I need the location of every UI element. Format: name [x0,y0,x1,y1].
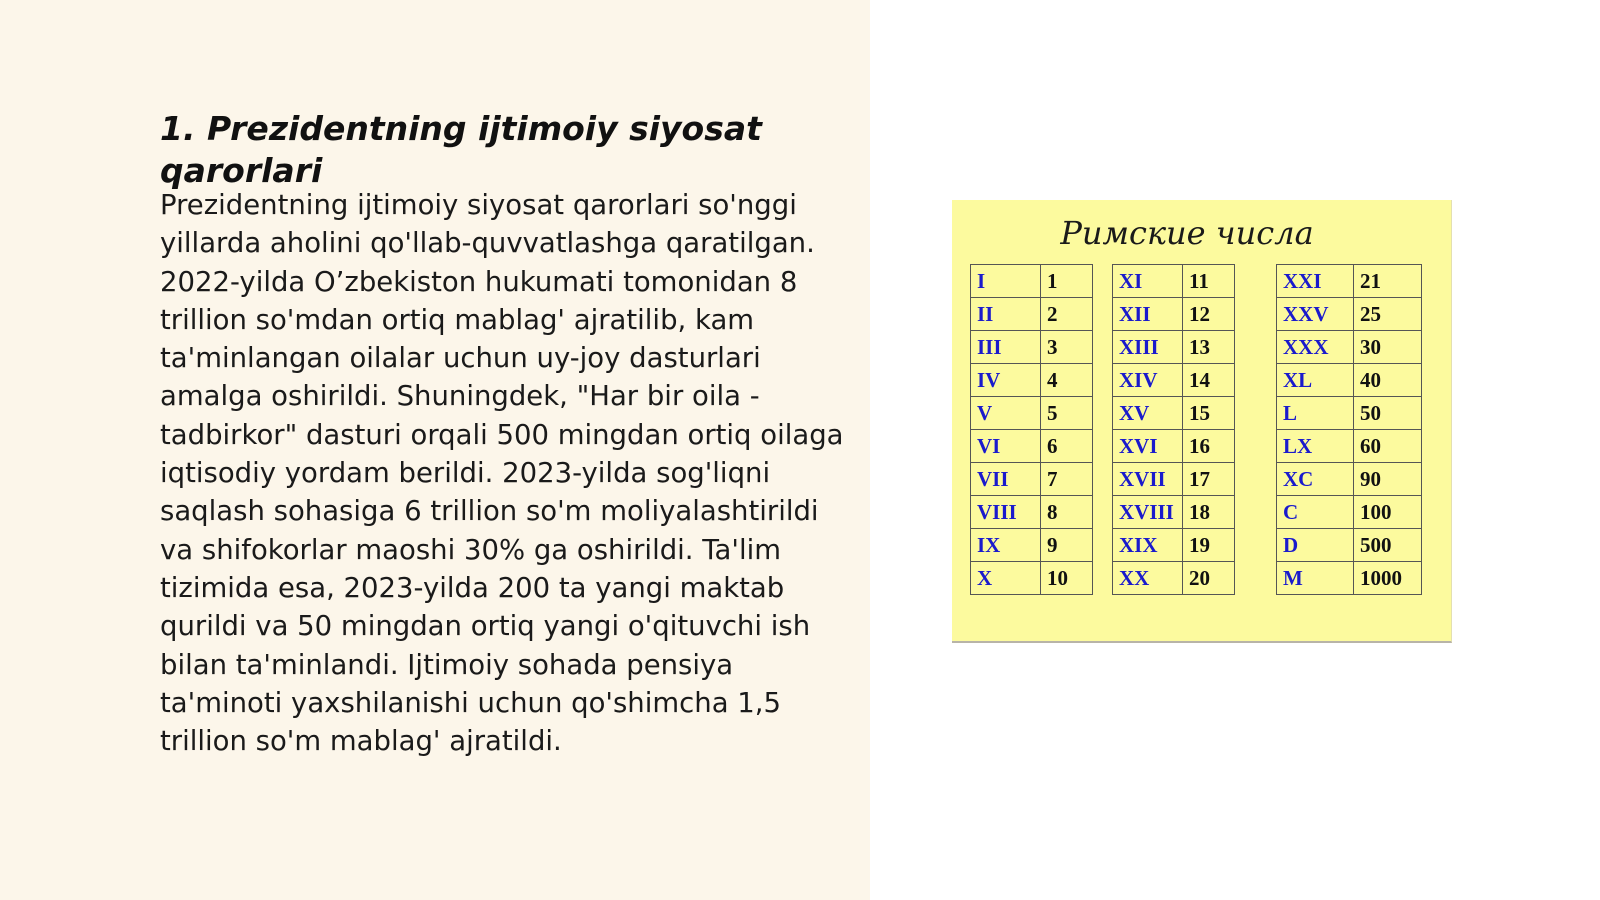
arabic-number-cell: 20 [1183,562,1235,595]
table-row [1277,463,1422,496]
slide-title: 1. Prezidentning ijtimoiy siyosat qarorlari [160,109,762,190]
arabic-number-cell: 1 [1041,265,1093,298]
roman-numeral-cell: I [971,265,1041,298]
roman-numerals-figure [952,200,1452,643]
arabic-number-cell: 3 [1041,331,1093,364]
arabic-number-cell: 5 [1041,397,1093,430]
arabic-number-cell: 9 [1041,529,1093,562]
table-row [1113,364,1235,397]
arabic-number-cell: 25 [1354,298,1422,331]
arabic-number-cell: 19 [1183,529,1235,562]
roman-numeral-cell: X [971,562,1041,595]
roman-numeral-cell: XL [1277,364,1354,397]
roman-numeral-cell: M [1277,562,1354,595]
table-row [971,265,1093,298]
arabic-number-cell: 60 [1354,430,1422,463]
roman-numeral-cell: XVI [1113,430,1183,463]
roman-numeral-cell: XC [1277,463,1354,496]
roman-numeral-cell: IX [971,529,1041,562]
table-row [971,397,1093,430]
roman-numeral-cell: VI [971,430,1041,463]
roman-numeral-cell: III [971,331,1041,364]
table-row [1113,331,1235,364]
arabic-number-cell: 500 [1354,529,1422,562]
roman-numeral-cell: XVII [1113,463,1183,496]
table-row [971,331,1093,364]
table-row [1113,463,1235,496]
arabic-number-cell: 21 [1354,265,1422,298]
roman-numeral-cell: XXV [1277,298,1354,331]
roman-numeral-cell: C [1277,496,1354,529]
roman-numeral-cell: V [971,397,1041,430]
arabic-number-cell: 11 [1183,265,1235,298]
table-row [971,529,1093,562]
table-row [1113,265,1235,298]
table-row [971,562,1093,595]
arabic-number-cell: 14 [1183,364,1235,397]
table-row [1277,430,1422,463]
roman-table-21-1000 [1276,264,1422,595]
table-row [1113,562,1235,595]
arabic-number-cell: 30 [1354,331,1422,364]
roman-numeral-cell: VIII [971,496,1041,529]
arabic-number-cell: 90 [1354,463,1422,496]
table-row [1113,529,1235,562]
roman-numeral-cell: XXI [1277,265,1354,298]
table-row [1113,397,1235,430]
arabic-number-cell: 13 [1183,331,1235,364]
arabic-number-cell: 6 [1041,430,1093,463]
roman-numeral-cell: XIV [1113,364,1183,397]
roman-numeral-cell: XIII [1113,331,1183,364]
table-row [1277,397,1422,430]
table-row [1113,496,1235,529]
roman-numeral-cell: XVIII [1113,496,1183,529]
table-row [971,463,1093,496]
table-row [1277,331,1422,364]
roman-numeral-cell: L [1277,397,1354,430]
slide-body-text: Prezidentning ijtimoiy siyosat qarorlari so'nggi yillarda aholini qo'llab-quvvatlashga qaratilgan. 2022-yilda O’zbekiston hukumati tomonidan 8 trillion so'mdan ortiq mablag' ajratilib, kam ta'minlangan oilalar uchun uy-joy dasturlari amalga oshirildi. Shuningdek, "Har bir oila - tadbirkor" dasturi orqali 500 mingdan ortiq oilaga iqtisodiy yordam berildi. 2023-yilda sog'liqni saqlash sohasiga 6 trillion so'm moliyalashtirildi va shifokorlar maoshi 30% ga oshirildi. Ta'lim tizimida esa, 2023-yilda 200 ta yangi maktab qurildi va 50 mingdan ortiq yangi o'qituvchi ish bilan ta'minlandi. Ijtimoiy sohada pensiya ta'minoti yaxshilanishi uchun qo'shimcha 1,5 trillion so'm mablag' ajratildi. [160,189,844,758]
roman-numeral-cell: VII [971,463,1041,496]
roman-numeral-cell: XV [1113,397,1183,430]
arabic-number-cell: 1000 [1354,562,1422,595]
arabic-number-cell: 10 [1041,562,1093,595]
table-row [1113,430,1235,463]
roman-numeral-cell: XIX [1113,529,1183,562]
roman-numeral-cell: LX [1277,430,1354,463]
roman-numeral-cell: XX [1113,562,1183,595]
arabic-number-cell: 100 [1354,496,1422,529]
roman-numeral-cell: XII [1113,298,1183,331]
roman-numeral-cell: II [971,298,1041,331]
table-row [1277,496,1422,529]
arabic-number-cell: 12 [1183,298,1235,331]
table-row [1277,529,1422,562]
table-row [1277,364,1422,397]
table-row [971,496,1093,529]
table-row [971,298,1093,331]
figure-title: Римские числа [1060,214,1314,252]
roman-numeral-cell: D [1277,529,1354,562]
arabic-number-cell: 15 [1183,397,1235,430]
roman-numeral-cell: IV [971,364,1041,397]
arabic-number-cell: 17 [1183,463,1235,496]
table-row [971,364,1093,397]
table-row [1277,265,1422,298]
arabic-number-cell: 4 [1041,364,1093,397]
arabic-number-cell: 2 [1041,298,1093,331]
arabic-number-cell: 7 [1041,463,1093,496]
arabic-number-cell: 50 [1354,397,1422,430]
arabic-number-cell: 16 [1183,430,1235,463]
roman-table-1-10 [970,264,1093,595]
arabic-number-cell: 8 [1041,496,1093,529]
roman-numeral-cell: XI [1113,265,1183,298]
arabic-number-cell: 18 [1183,496,1235,529]
arabic-number-cell: 40 [1354,364,1422,397]
table-row [1277,562,1422,595]
table-row [971,430,1093,463]
roman-table-11-20 [1112,264,1235,595]
table-row [1277,298,1422,331]
roman-numeral-cell: XXX [1277,331,1354,364]
table-row [1113,298,1235,331]
